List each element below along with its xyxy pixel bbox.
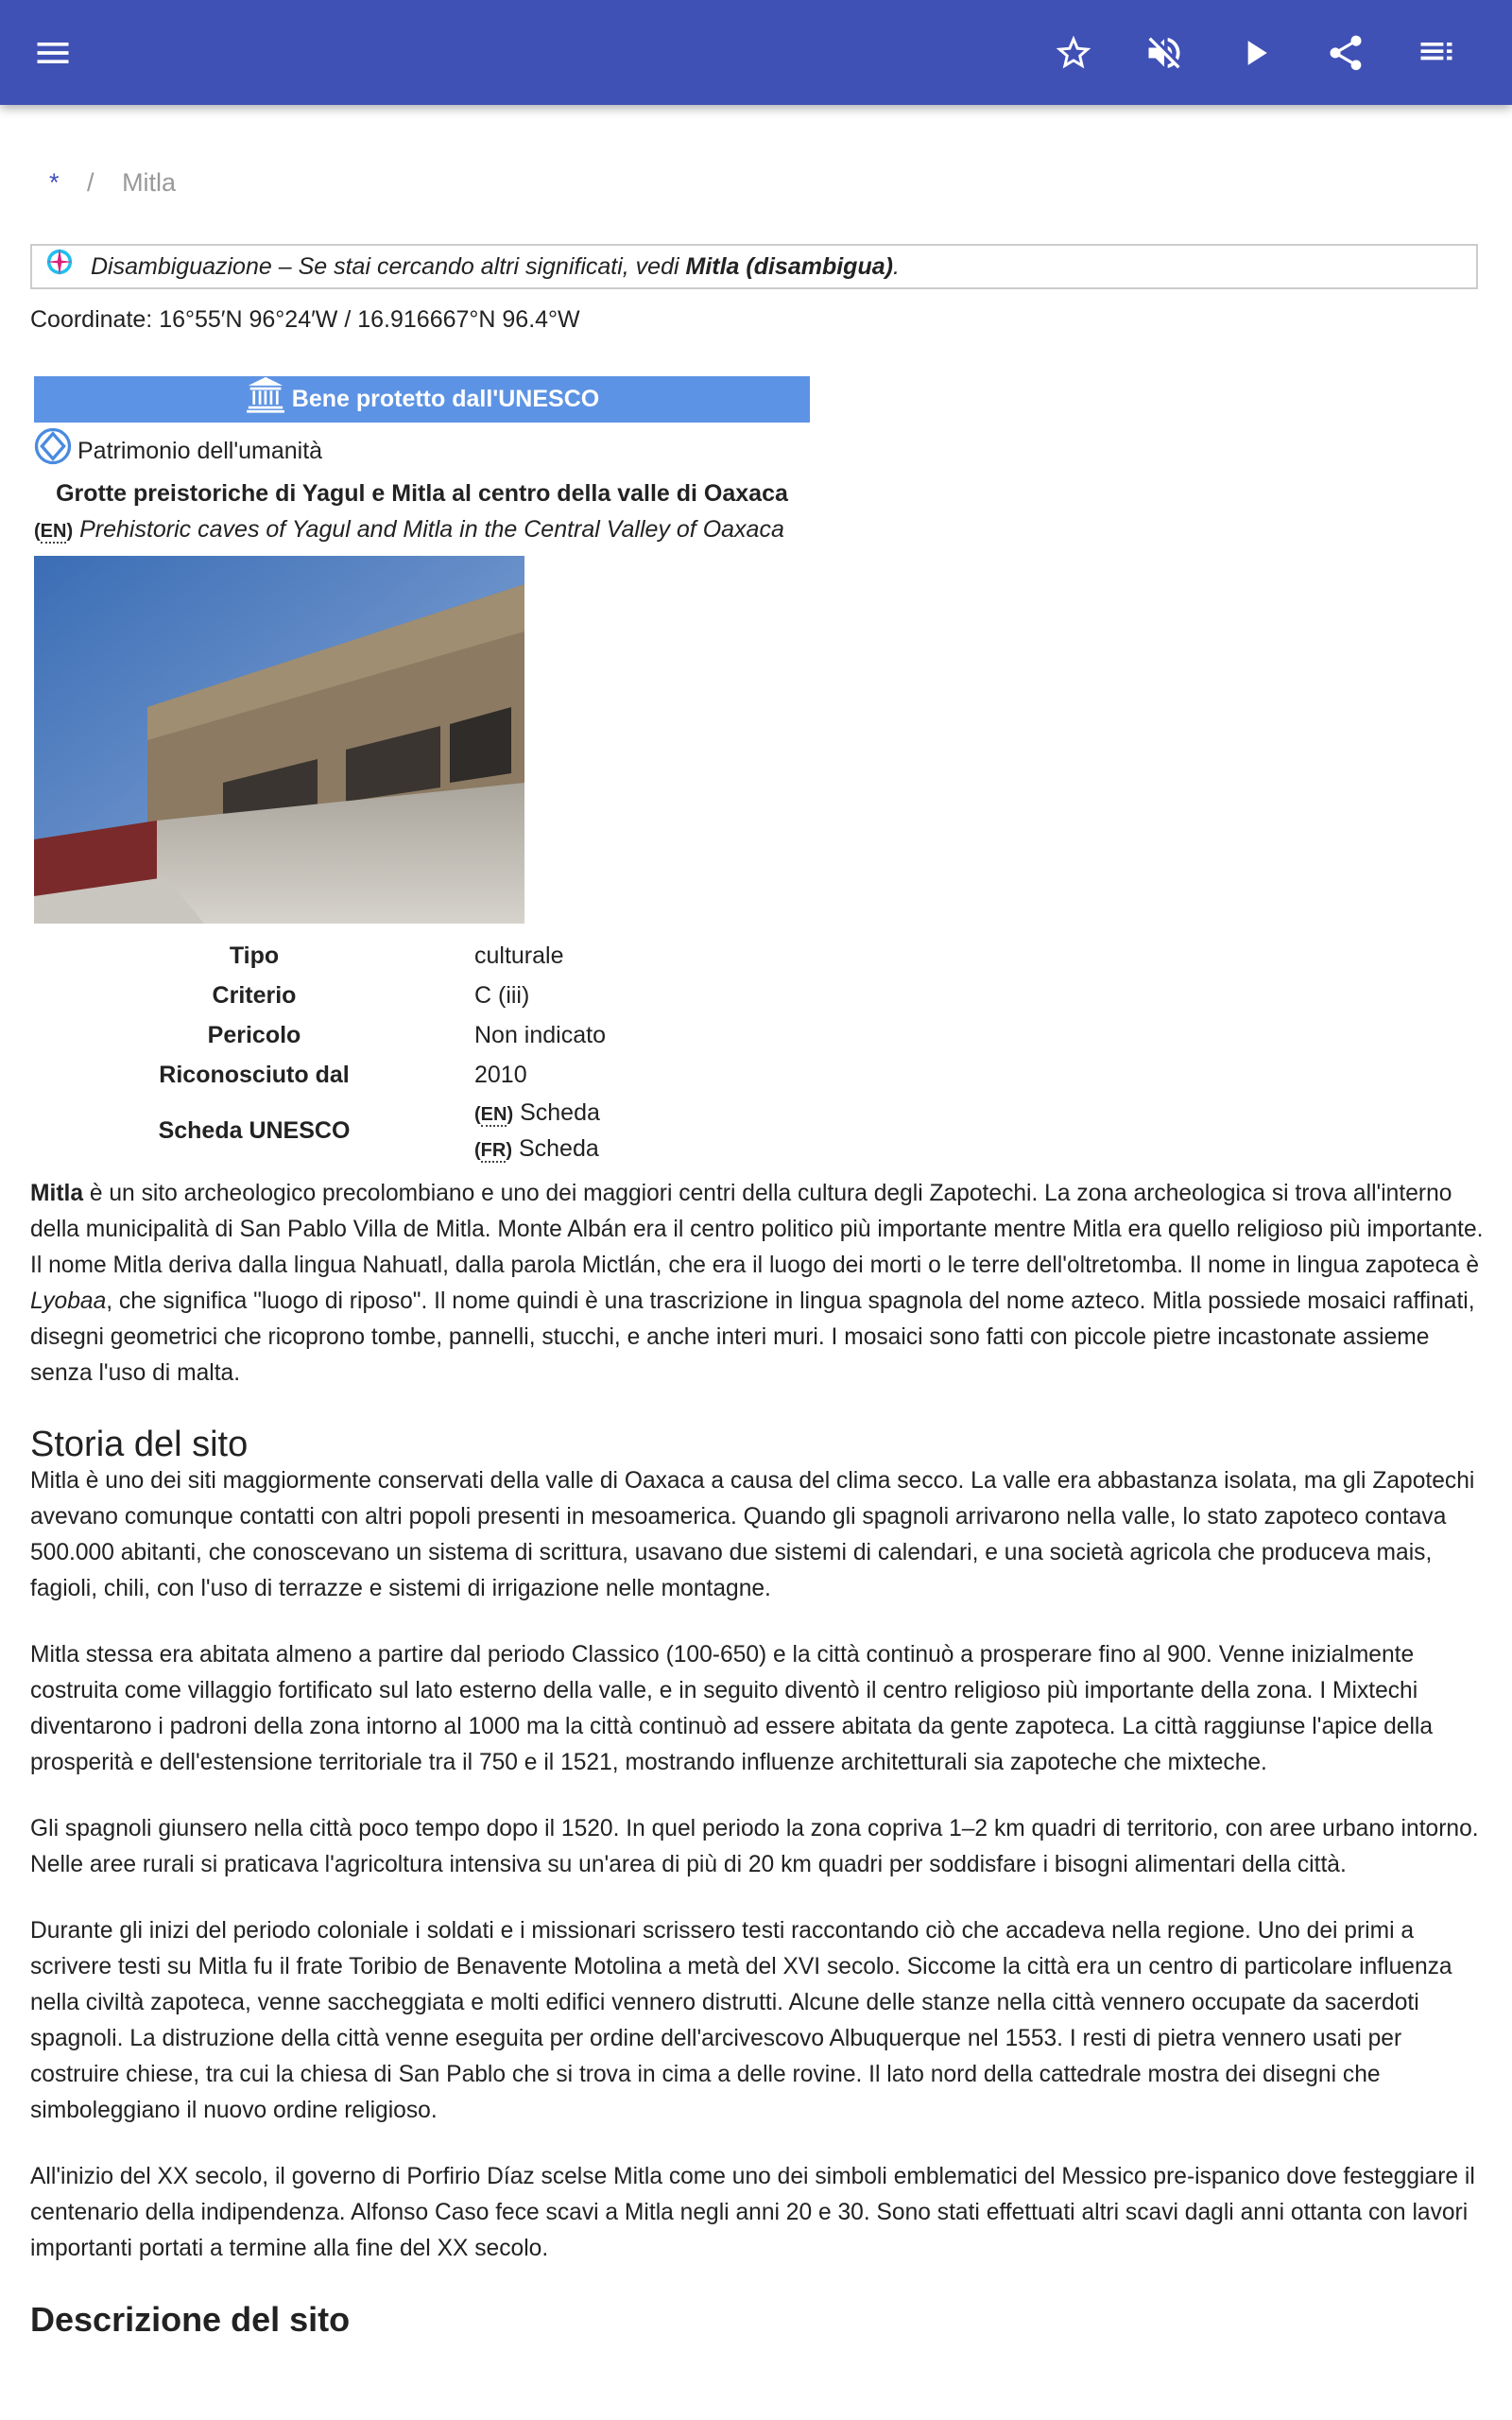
site-photo[interactable] [34, 556, 524, 924]
scheda-fr: (FR) Scheda [474, 1135, 599, 1162]
infobox-row [34, 936, 810, 976]
infobox-key: Riconosciuto dal [159, 1061, 350, 1088]
article-body [30, 1176, 1486, 2342]
share-icon [1325, 32, 1366, 74]
paragraph: Mitla è uno dei siti maggiormente conservati della valle di Oaxaca a causa del clima secco. La valle era abbastanza isolata, ma gli Zapotechi avevano comunque contatti con altri popoli presenti in mesoamerica. Quando gli spagnoli arrivarono nella valle, lo stato zapoteco contava 500.000 abitanti, che conoscevano un sistema di scrittura, usavano due sistemi di calendari, e una società agricola che produceva mais, fagioli, chili, con l'uso di terrazze e sistemi di irrigazione nelle montagne. [30, 1468, 1475, 1601]
language-code: FR [480, 1140, 507, 1161]
infobox-key: Pericolo [207, 1021, 301, 1048]
infobox-header-text: Bene protetto dall'UNESCO [291, 386, 600, 412]
disambiguation-link-text[interactable]: Mitla (disambigua) [685, 252, 893, 280]
app-bar [0, 0, 1512, 105]
infobox-row [34, 976, 810, 1015]
breadcrumb [49, 168, 176, 198]
paragraph: All'inizio del XX secolo, il governo di Porfirio Díaz scelse Mitla come uno dei simboli emblematici del Messico pre-ispanico dove festeggiare il centenario della indipendenza. Alfonso Caso fece scavi a Mitla negli anni 20 e 30. Sono stati effettuati altri scavi dagli anni ottanta con lavori importanti portati a termine alla fine del XX secolo. [30, 2164, 1475, 2261]
world-heritage-link[interactable]: Patrimonio dell'umanità [77, 438, 323, 464]
intro-text: , che significa "luogo di riposo". Il nome quindi è una trascrizione in lingua spagnola del nome azteco. Mitla possiede mosaici raffinati, disegni geometrici che ricoprono tombe, pannelli, stucchi, e anche interi muri. I mosaici sono fatti con piccole pietre incastonate assieme senza l'uso di malta. [30, 1288, 1475, 1386]
mitla-palace-image [34, 556, 524, 924]
volume-off-icon [1143, 32, 1185, 74]
coordinates[interactable]: Coordinate: 16°55′N 96°24′W / 16.916667°N 96.4°W [30, 306, 580, 333]
infobox-value: 2010 [474, 1061, 527, 1088]
disambiguation-notice [30, 244, 1478, 289]
breadcrumb-separator: / [87, 168, 94, 197]
menu-icon [32, 32, 74, 74]
site-name-english [34, 516, 810, 544]
infobox-row [34, 1015, 810, 1055]
infobox-value: Non indicato [474, 1021, 606, 1048]
infobox-value: culturale [474, 942, 564, 969]
infobox-key: Scheda UNESCO [158, 1116, 351, 1144]
menu-button[interactable] [26, 26, 79, 79]
star-icon [1053, 32, 1094, 74]
world-heritage-label [34, 427, 322, 465]
paragraph: Mitla stessa era abitata almeno a partire dal periodo Classico (100-650) e la città continuò a prosperare fino al 900. Venne inizialmente costruita come villaggio fortificato sul lato esterno della valle, e in seguito diventò il centro religioso più importante della zona. I Mixtechi diventarono i padroni della zona intorno al 1000 ma la città continuò ad essere abitata da gente zapoteca. La città raggiunse l'apice della prosperità e dell'estensione territoriale tra il 750 e il 1521, mostrando influenze architetturali sia zapoteche che mixteche. [30, 1642, 1434, 1775]
section-heading-storia: Storia del sito [30, 1425, 249, 1464]
infobox-table [34, 936, 810, 1167]
disambiguation-link[interactable] [686, 253, 893, 281]
infobox-header [34, 376, 810, 423]
section-heading-descrizione: Descrizione del sito [30, 2300, 351, 2339]
infobox-key: Criterio [212, 981, 297, 1009]
scheda-fr-link[interactable]: Scheda [518, 1135, 599, 1162]
compass-icon [43, 246, 76, 278]
site-name-english-text: Prehistoric caves of Yagul and Mitla in the Central Valley of Oaxaca [79, 516, 784, 543]
intro-bold: Mitla [30, 1181, 84, 1206]
unesco-temple-icon [245, 375, 286, 413]
site-name: Grotte preistoriche di Yagul e Mitla al centro della valle di Oaxaca [56, 480, 788, 507]
play-icon [1234, 32, 1276, 74]
paragraph: Gli spagnoli giunsero nella città poco tempo dopo il 1520. In quel periodo la zona copriva 1–2 km quadri di territorio, con aree urbano intorno. Nelle aree rurali si praticava l'agricoltura intensiva su un'area di più di 20 km quadri per soddisfare i bisogni alimentari della città. [30, 1816, 1479, 1877]
share-button[interactable] [1319, 26, 1372, 79]
infobox-key: Tipo [229, 942, 280, 969]
intro-italic: Lyobaa [30, 1288, 107, 1314]
infobox-value: C (iii) [474, 981, 530, 1009]
language-code: EN [40, 521, 67, 542]
disambiguation-end: . [892, 252, 900, 280]
world-heritage-icon [34, 427, 72, 465]
mute-button[interactable] [1138, 26, 1191, 79]
play-button[interactable] [1228, 26, 1281, 79]
breadcrumb-home-link[interactable]: * [49, 168, 60, 197]
language-tag: (EN) [34, 521, 74, 542]
disambiguation-text: – Se stai cercando altri significati, vedi [271, 252, 686, 280]
table-of-contents-button[interactable] [1410, 26, 1463, 79]
playlist-icon [1416, 32, 1457, 74]
scheda-en-link[interactable]: Scheda [520, 1099, 600, 1126]
disambiguation-label: Disambiguazione [91, 252, 272, 280]
intro-paragraph [30, 1176, 1486, 1392]
breadcrumb-current: Mitla [122, 168, 177, 197]
intro-text: è un sito archeologico precolombiano e uno dei maggiori centri della cultura degli Zapotechi. La zona archeologica si trova all'interno della municipalità di San Pablo Villa de Mitla. Monte Albán era il centro politico più importante mentre Mitla era quello religioso più importante. Il nome Mitla deriva dalla lingua Nahuatl, dalla parola Mictlán, che era il luogo dei morti o le terre dell'oltretomba. Il nome in lingua zapoteca è [30, 1181, 1484, 1278]
infobox-row [34, 1055, 810, 1095]
paragraph: Durante gli inizi del periodo coloniale i soldati e i missionari scrissero testi raccontando ciò che accadeva nella regione. Uno dei primi a scrivere testi su Mitla fu il frate Toribio de Benavente Motolina a metà del XVI secolo. Siccome la città era un centro di particolare influenza nella civiltà zapoteca, venne saccheggiata e molti edifici vennero distrutti. Alcune delle stanze nella città vennero occupate da sacerdoti spagnoli. La distruzione della città venne eseguita per ordine dell'arcivescovo Albuquerque nel 1553. I resti di pietra vennero usati per costruire chiese, tra cui la chiesa di San Pablo che si trova in cima a delle rovine. Il lato nord della cattedrale mostra dei disegni che simboleggiano il nuovo ordine religioso. [30, 1918, 1452, 2123]
scheda-en: (EN) Scheda [474, 1099, 600, 1126]
bookmark-button[interactable] [1047, 26, 1100, 79]
language-code: EN [480, 1104, 507, 1125]
infobox-row [34, 1095, 810, 1167]
